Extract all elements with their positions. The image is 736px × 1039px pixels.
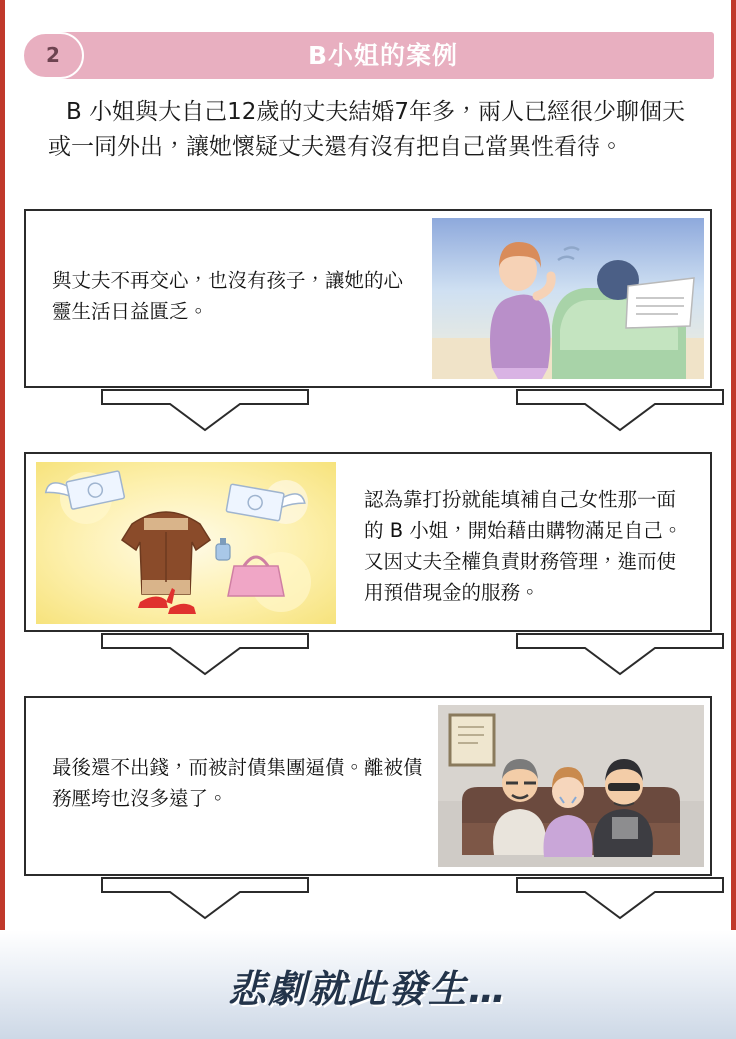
- flow-arrow-1: [100, 388, 310, 432]
- story-panel-3: [24, 696, 712, 876]
- panel-1-text: 與丈夫不再交心，也沒有孩子，讓她的心靈生活日益匱乏。: [52, 269, 404, 323]
- illustration-shopping-money-wings: [36, 462, 336, 624]
- story-panel-2: [24, 452, 712, 632]
- footer-conclusion-text: 悲劇就此發生…: [227, 967, 508, 1011]
- page-title: B小姐的案例: [307, 41, 459, 70]
- page-footer: [0, 930, 736, 1039]
- flow-arrow-6: [515, 876, 725, 920]
- intro-paragraph: B 小姐與大自己12歲的丈夫結婚7年多，兩人已經很少聊個天或一同外出，讓她懷疑丈夫還有沒有把自己當異性看待。: [48, 99, 685, 160]
- panel-3-text: 最後還不出錢，而被討債集團逼債。離被債務壓垮也沒多遠了。: [52, 756, 423, 810]
- illustration-debt-collectors-sofa: [438, 705, 704, 867]
- flow-arrow-4: [515, 632, 725, 676]
- flow-arrow-3: [100, 632, 310, 676]
- panel-2-text: 認為靠打扮就能填補自己女性那一面的 B 小姐，開始藉由購物滿足自己。又因丈夫全權負責財務管理，進而使用預借現金的服務。: [364, 488, 683, 604]
- flow-arrow-2: [515, 388, 725, 432]
- header-bar: [52, 32, 714, 79]
- illustration-couple-living-room: [432, 218, 704, 379]
- section-number-badge: 2: [22, 32, 84, 79]
- flow-arrow-5: [100, 876, 310, 920]
- right-red-rule: [731, 0, 736, 1039]
- left-red-rule: [0, 0, 5, 1039]
- story-panel-1: [24, 209, 712, 388]
- page-header: [22, 32, 714, 79]
